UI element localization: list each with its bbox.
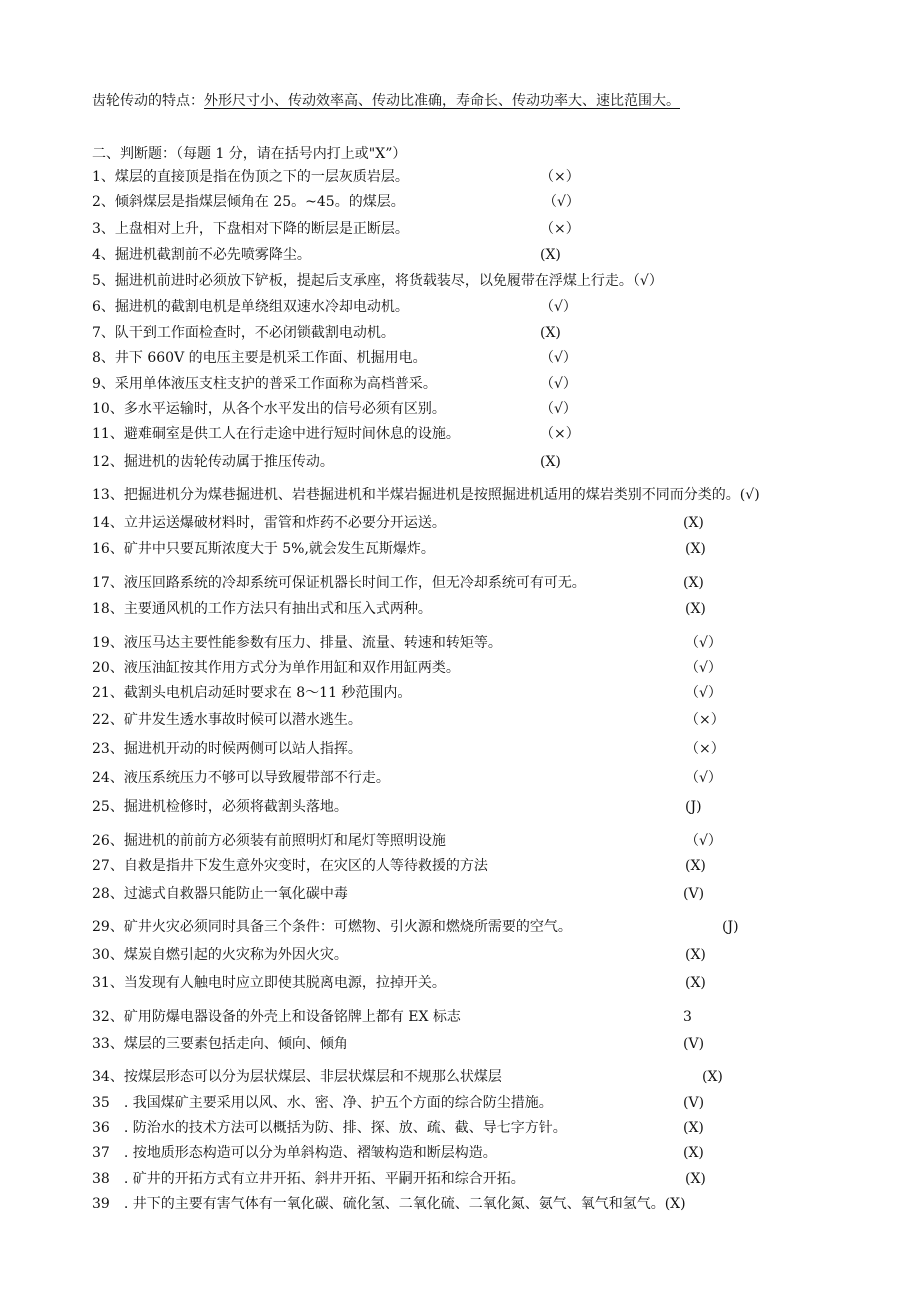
- answer-mark: (X): [685, 541, 706, 557]
- answer-mark: （√）: [685, 833, 722, 849]
- answer-mark: (X): [683, 575, 704, 591]
- answer-mark: （√）: [540, 350, 577, 366]
- intro-line: [92, 92, 680, 110]
- question-item: 28、过滤式自救器只能防止一氧化碳中毒: [92, 886, 348, 902]
- answer-mark: (J): [685, 799, 702, 815]
- question-item: 19、液压马达主要性能参数有压力、排量、流量、转速和转矩等。: [92, 635, 502, 651]
- question-item: 16、矿井中只要瓦斯浓度大于 5%,就会发生瓦斯爆炸。: [92, 541, 435, 557]
- answer-mark: （√）: [540, 401, 577, 417]
- question-item: 11、避难硐室是供工人在行走途中进行短时间休息的设施。: [92, 426, 460, 442]
- question-item: 39 . 井下的主要有害气体有一氧化碳、硫化氢、二氧化硫、二氧化氮、氨气、氧气和氢气。(X): [92, 1196, 686, 1212]
- question-item: 27、自救是指井下发生意外灾变时，在灾区的人等待救援的方法: [92, 858, 488, 874]
- question-item: 12、掘进机的齿轮传动属于推压传动。: [92, 454, 334, 470]
- question-item: 9、采用单体液压支柱支护的普采工作面称为高档普采。: [92, 376, 437, 392]
- answer-mark: （√）: [540, 376, 577, 392]
- question-item: 37 . 按地质形态构造可以分为单斜构造、褶皱构造和断层构造。: [92, 1145, 497, 1161]
- question-item: 18、主要通风机的工作方法只有抽出式和压入式两种。: [92, 601, 432, 617]
- answer-mark: (J): [722, 919, 739, 935]
- answer-mark: （√）: [685, 635, 722, 651]
- question-item: 1、煤层的直接顶是指在伪顶之下的一层灰质岩层。: [92, 169, 409, 185]
- question-item: 5、掘进机前进时必须放下铲板，提起后支承座，将货载装尽，以免履带在浮煤上行走。（√）: [92, 273, 663, 289]
- answer-mark: (X): [685, 947, 706, 963]
- question-item: 3、上盘相对上升，下盘相对下降的断层是正断层。: [92, 221, 409, 237]
- answer-mark: (X): [685, 858, 706, 874]
- answer-mark: （√）: [685, 770, 722, 786]
- question-item: 7、队干到工作面检查时，不必闭锁截割电动机。: [92, 325, 395, 341]
- question-item: 13、把掘进机分为煤巷掘进机、岩巷掘进机和半煤岩掘进机是按照掘进机适用的煤岩类别不同而分类的。(√): [92, 487, 760, 503]
- question-item: 30、煤炭自燃引起的火灾称为外因火灾。: [92, 947, 348, 963]
- question-item: 10、多水平运输时，从各个水平发出的信号必须有区别。: [92, 401, 446, 417]
- question-item: 35 . 我国煤矿主要采用以风、水、密、净、护五个方面的综合防尘措施。: [92, 1095, 553, 1111]
- answer-mark: （×）: [540, 221, 580, 237]
- question-item: 6、掘进机的截割电机是单绕组双速水冷却电动机。: [92, 299, 409, 315]
- answer-mark: (X): [683, 515, 704, 531]
- answer-mark: （×）: [540, 426, 580, 442]
- answer-mark: (X): [683, 1120, 704, 1136]
- question-item: 36 . 防治水的技术方法可以概括为防、排、探、放、疏、截、导七字方针。: [92, 1120, 567, 1136]
- question-item: 20、液压油缸按其作用方式分为单作用缸和双作用缸两类。: [92, 660, 460, 676]
- answer-mark: (X): [540, 247, 561, 263]
- question-item: 14、立井运送爆破材料时，雷管和炸药不必要分开运送。: [92, 515, 446, 531]
- section-heading: 二、判断题：（每题 1 分，请在括号内打上或"X”）: [92, 146, 407, 162]
- answer-mark: （×）: [540, 169, 580, 185]
- question-item: 8、井下 660V 的电压主要是机采工作面、机掘用电。: [92, 350, 427, 366]
- intro-underlined-text: 外形尺寸小、传动效率高、传动比准确，寿命长、传动功率大、速比范围大。: [204, 93, 680, 109]
- question-item: 22、矿井发生透水事故时候可以潜水逃生。: [92, 712, 362, 728]
- answer-mark: （√）: [685, 685, 722, 701]
- answer-mark: (X): [685, 601, 706, 617]
- answer-mark: (X): [685, 975, 706, 991]
- question-item: 4、掘进机截割前不必先喷雾降尘。: [92, 247, 311, 263]
- question-item: 31、当发现有人触电时应立即使其脱离电源，拉掉开关。: [92, 975, 446, 991]
- answer-mark: 3: [683, 1009, 692, 1025]
- answer-mark: (V): [683, 886, 705, 902]
- answer-mark: （×）: [685, 741, 725, 757]
- answer-mark: （√）: [685, 660, 722, 676]
- answer-mark: （√）: [543, 194, 580, 210]
- answer-mark: (V): [683, 1036, 705, 1052]
- answer-mark: (X): [540, 325, 561, 341]
- question-item: 34、按煤层形态可以分为层状煤层、非层状煤层和不规那么状煤层: [92, 1069, 502, 1085]
- question-item: 21、截割头电机启动延时要求在 8～11 秒范围内。: [92, 685, 412, 701]
- answer-mark: (X): [685, 1171, 706, 1187]
- question-item: 23、掘进机开动的时候两侧可以站人指挥。: [92, 741, 362, 757]
- answer-mark: (X): [683, 1145, 704, 1161]
- intro-prefix: 齿轮传动的特点：: [92, 93, 204, 109]
- question-item: 26、掘进机的前前方必须装有前照明灯和尾灯等照明设施: [92, 833, 446, 849]
- question-item: 2、倾斜煤层是指煤层倾角在 25。~45。的煤层。: [92, 194, 405, 210]
- question-item: 38 . 矿井的开拓方式有立井开拓、斜井开拓、平嗣开拓和综合开拓。: [92, 1171, 525, 1187]
- answer-mark: (X): [702, 1069, 723, 1085]
- answer-mark: (X): [540, 454, 561, 470]
- answer-mark: （×）: [685, 712, 725, 728]
- question-item: 24、液压系统压力不够可以导致履带部不行走。: [92, 770, 390, 786]
- question-item: 33、煤层的三要素包括走向、倾向、倾角: [92, 1036, 348, 1052]
- question-item: 29、矿井火灾必须同时具备三个条件：可燃物、引火源和燃烧所需要的空气。: [92, 919, 572, 935]
- question-item: 17、液压回路系统的冷却系统可保证机器长时间工作，但无冷却系统可有可无。: [92, 575, 586, 591]
- question-item: 32、矿用防爆电器设备的外壳上和设备铭牌上都有 EX 标志: [92, 1009, 461, 1025]
- question-item: 25、掘进机检修时，必须将截割头落地。: [92, 799, 348, 815]
- answer-mark: (V): [683, 1095, 705, 1111]
- answer-mark: （√）: [540, 299, 577, 315]
